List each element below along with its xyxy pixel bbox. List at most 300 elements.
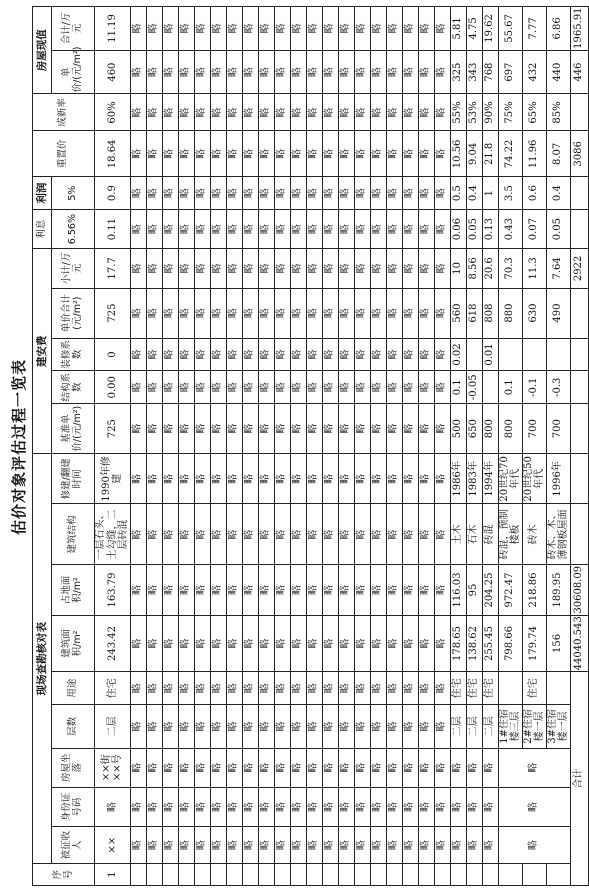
cell-interest: 略 [130, 209, 146, 248]
cell-location: 略 [258, 748, 274, 787]
cell-unit-total: 略 [210, 288, 226, 338]
cell-unit-total: 略 [434, 288, 450, 338]
cell-interest: 略 [386, 209, 402, 248]
cell-unit-total: 490 [546, 288, 570, 338]
cell-interest: 略 [274, 209, 290, 248]
cell-year: 1986年 [450, 454, 466, 504]
cell-id: 略 [290, 787, 306, 826]
cell-newness: 略 [290, 94, 306, 131]
cell-hv-unit: 略 [290, 50, 306, 94]
cell-hv-total: 略 [338, 7, 354, 51]
cell-profit: 0.9 [95, 177, 131, 210]
cell-hv-unit: 略 [258, 50, 274, 94]
cell-hv-total: 略 [210, 7, 226, 51]
cell-interest: 0.05 [466, 209, 482, 248]
cell-subtotal: 7.64 [546, 249, 570, 288]
cell-year: 1990年修建 [95, 454, 131, 504]
cell-build-area: 略 [226, 615, 242, 672]
cell-replace-price: 略 [338, 131, 354, 177]
cell-location: 略 [354, 748, 370, 787]
page-title: 估价对象评估过程一览表 [10, 359, 28, 536]
cell-seq [242, 864, 258, 886]
cell-land-area: 略 [226, 565, 242, 615]
cell-newness: 略 [130, 94, 146, 131]
cell-build-area: 略 [210, 615, 226, 672]
cell-name: 略 [242, 827, 258, 864]
cell-interest: 略 [338, 209, 354, 248]
cell-location: 略 [162, 748, 178, 787]
cell-land-area: 218.86 [522, 565, 546, 615]
cell-name: 略 [402, 827, 418, 864]
cell-name: 略 [194, 827, 210, 864]
cell-interest: 略 [146, 209, 162, 248]
cell-subtotal: 17.7 [95, 249, 131, 288]
cell-land-area: 95 [466, 565, 482, 615]
cell-replace-price: 略 [370, 131, 386, 177]
cell-structure: 略 [418, 504, 434, 565]
cell-subtotal: 70.3 [498, 249, 522, 288]
cell-interest: 略 [434, 209, 450, 248]
cell-hv-total: 略 [194, 7, 210, 51]
cell-floors: 略 [210, 705, 226, 749]
cell-subtotal: 略 [226, 249, 242, 288]
total-empty [570, 288, 588, 338]
cell-location: 略 [210, 748, 226, 787]
cell-subtotal: 略 [274, 249, 290, 288]
cell-replace-price: 21.8 [482, 131, 498, 177]
cell-structure: 砖混，预制楼板 [498, 504, 522, 565]
cell-hv-unit: 略 [194, 50, 210, 94]
cell-decor-coef: 略 [322, 338, 338, 371]
cell-build-area: 略 [354, 615, 370, 672]
cell-interest: 0.07 [522, 209, 546, 248]
cell-use: 略 [194, 672, 210, 705]
cell-subtotal: 20.6 [482, 249, 498, 288]
cell-hv-unit: 768 [482, 50, 498, 94]
cell-year: 略 [434, 454, 450, 504]
cell-id: 略 [450, 787, 466, 826]
cell-id: 略 [386, 787, 402, 826]
cell-use: 住宅 [450, 672, 466, 705]
cell-base-price: 略 [146, 404, 162, 454]
cell-floors: 略 [386, 705, 402, 749]
cell-struct-coef: 略 [322, 371, 338, 404]
cell-name: 略 [386, 827, 402, 864]
cell-year: 略 [210, 454, 226, 504]
cell-profit: 略 [370, 177, 386, 210]
cell-floors: 略 [242, 705, 258, 749]
cell-profit: 略 [402, 177, 418, 210]
cell-use: 略 [242, 672, 258, 705]
cell-unit-total: 略 [226, 288, 242, 338]
cell-struct-coef: -0.05 [466, 371, 482, 404]
cell-name: ×× [95, 827, 131, 864]
cell-year: 20世纪50年代 [522, 454, 546, 504]
cell-floors: 略 [130, 705, 146, 749]
cell-name: 略 [306, 827, 322, 864]
header-unit-total: 单价合计(元/m²) [52, 288, 95, 338]
cell-floors: 略 [178, 705, 194, 749]
cell-name: 略 [274, 827, 290, 864]
cell-name: 略 [498, 827, 570, 864]
cell-interest: 略 [322, 209, 338, 248]
cell-newness: 75% [498, 94, 522, 131]
cell-use: 略 [418, 672, 434, 705]
cell-profit: 略 [194, 177, 210, 210]
cell-build-area: 略 [162, 615, 178, 672]
cell-hv-unit: 略 [386, 50, 402, 94]
cell-unit-total: 略 [258, 288, 274, 338]
cell-subtotal: 略 [322, 249, 338, 288]
cell-struct-coef: 略 [130, 371, 146, 404]
cell-location: 略 [194, 748, 210, 787]
cell-structure: 石木 [466, 504, 482, 565]
cell-floors: 略 [402, 705, 418, 749]
cell-profit: 略 [210, 177, 226, 210]
cell-base-price: 略 [418, 404, 434, 454]
cell-build-area: 略 [242, 615, 258, 672]
cell-build-area: 略 [258, 615, 274, 672]
cell-struct-coef: -0.3 [546, 371, 570, 404]
cell-location: 略 [418, 748, 434, 787]
cell-struct-coef: 0.1 [498, 371, 522, 404]
cell-replace-price: 略 [386, 131, 402, 177]
total-subtotal: 2922 [570, 249, 588, 288]
cell-id: 略 [354, 787, 370, 826]
cell-unit-total: 略 [402, 288, 418, 338]
cell-hv-total: 55.67 [498, 7, 522, 51]
total-land-area: 30608.09 [570, 565, 588, 615]
cell-floors: 略 [226, 705, 242, 749]
cell-name: 略 [178, 827, 194, 864]
cell-replace-price: 9.04 [466, 131, 482, 177]
cell-floors: 二层 [450, 705, 466, 749]
cell-build-area: 略 [130, 615, 146, 672]
cell-land-area: 略 [130, 565, 146, 615]
cell-use: 略 [274, 672, 290, 705]
cell-floors: 略 [162, 705, 178, 749]
cell-struct-coef: 略 [402, 371, 418, 404]
cell-land-area: 略 [338, 565, 354, 615]
cell-use: 略 [306, 672, 322, 705]
cell-decor-coef: 略 [290, 338, 306, 371]
cell-floors: 3#住宿楼一层 [546, 705, 570, 749]
cell-name: 略 [162, 827, 178, 864]
cell-id: 略 [258, 787, 274, 826]
cell-use: 住宅 [482, 672, 498, 705]
cell-decor-coef: 略 [146, 338, 162, 371]
cell-name: 略 [482, 827, 498, 864]
cell-year: 略 [226, 454, 242, 504]
cell-decor-coef: 0.02 [450, 338, 466, 371]
group-house-value: 房屋现值 [33, 7, 52, 94]
cell-build-area: 略 [322, 615, 338, 672]
cell-unit-total: 略 [418, 288, 434, 338]
cell-id: 略 [274, 787, 290, 826]
cell-structure: 略 [242, 504, 258, 565]
cell-build-area: 略 [418, 615, 434, 672]
cell-decor-coef: 0 [95, 338, 131, 371]
cell-hv-total: 略 [130, 7, 146, 51]
cell-name: 略 [418, 827, 434, 864]
cell-hv-total: 略 [258, 7, 274, 51]
cell-year: 略 [274, 454, 290, 504]
cell-seq [498, 864, 522, 886]
cell-use [498, 672, 522, 705]
cell-use: 略 [402, 672, 418, 705]
cell-build-area: 略 [306, 615, 322, 672]
cell-hv-total: 4.75 [466, 7, 482, 51]
cell-decor-coef: 略 [354, 338, 370, 371]
cell-id: 略 [434, 787, 450, 826]
cell-profit: 略 [434, 177, 450, 210]
table-row [322, 7, 338, 886]
cell-base-price: 700 [522, 404, 546, 454]
header-seq: 序号 [33, 864, 95, 886]
cell-year: 略 [290, 454, 306, 504]
cell-land-area: 略 [306, 565, 322, 615]
cell-decor-coef: 略 [370, 338, 386, 371]
cell-profit: 略 [322, 177, 338, 210]
cell-land-area: 略 [242, 565, 258, 615]
cell-id: 略 [338, 787, 354, 826]
cell-use: 略 [338, 672, 354, 705]
header-land-area: 占地面积/m² [52, 565, 95, 615]
cell-structure: 略 [178, 504, 194, 565]
cell-struct-coef: 略 [226, 371, 242, 404]
cell-location: ××街××号 [95, 748, 131, 787]
cell-use: 略 [210, 672, 226, 705]
cell-profit: 略 [146, 177, 162, 210]
cell-struct-coef: 略 [210, 371, 226, 404]
cell-unit-total: 略 [242, 288, 258, 338]
cell-floors: 略 [146, 705, 162, 749]
cell-seq [210, 864, 226, 886]
cell-base-price: 略 [178, 404, 194, 454]
cell-unit-total: 略 [146, 288, 162, 338]
cell-struct-coef: 略 [194, 371, 210, 404]
table-row [434, 7, 450, 886]
cell-newness: 略 [226, 94, 242, 131]
cell-base-price: 略 [242, 404, 258, 454]
cell-struct-coef: 略 [274, 371, 290, 404]
cell-newness: 60% [95, 94, 131, 131]
cell-hv-unit: 432 [522, 50, 546, 94]
cell-year: 略 [178, 454, 194, 504]
cell-year: 1996年 [546, 454, 570, 504]
cell-seq [434, 864, 450, 886]
cell-structure: 土木 [450, 504, 466, 565]
cell-newness: 略 [242, 94, 258, 131]
cell-build-area: 略 [434, 615, 450, 672]
cell-base-price: 略 [162, 404, 178, 454]
cell-seq [194, 864, 210, 886]
cell-location: 略 [274, 748, 290, 787]
table-row [386, 7, 402, 886]
cell-build-area: 略 [338, 615, 354, 672]
cell-seq [546, 864, 570, 886]
cell-name: 略 [338, 827, 354, 864]
cell-base-price: 500 [450, 404, 466, 454]
cell-land-area: 略 [146, 565, 162, 615]
cell-year: 略 [386, 454, 402, 504]
cell-hv-unit: 460 [95, 50, 131, 94]
cell-year: 略 [354, 454, 370, 504]
cell-unit-total: 略 [130, 288, 146, 338]
cell-base-price: 略 [258, 404, 274, 454]
cell-interest: 略 [370, 209, 386, 248]
cell-profit: 略 [338, 177, 354, 210]
cell-unit-total: 618 [466, 288, 482, 338]
cell-seq [322, 864, 338, 886]
cell-base-price: 略 [274, 404, 290, 454]
cell-location: 略 [386, 748, 402, 787]
table-row [130, 7, 146, 886]
cell-interest: 略 [242, 209, 258, 248]
cell-use: 略 [130, 672, 146, 705]
cell-base-price: 略 [290, 404, 306, 454]
cell-profit: 0.5 [450, 177, 466, 210]
cell-location: 略 [130, 748, 146, 787]
cell-year: 略 [418, 454, 434, 504]
header-hv-total: 合计/万元 [52, 7, 95, 51]
cell-hv-total: 略 [178, 7, 194, 51]
cell-interest: 0.43 [498, 209, 522, 248]
cell-seq [306, 864, 322, 886]
cell-hv-unit: 325 [450, 50, 466, 94]
cell-replace-price: 略 [226, 131, 242, 177]
cell-base-price: 略 [130, 404, 146, 454]
cell-floors: 略 [338, 705, 354, 749]
table-row [418, 7, 434, 886]
cell-location: 略 [146, 748, 162, 787]
cell-seq: 1 [95, 864, 131, 886]
cell-use: 略 [162, 672, 178, 705]
header-hv-unit: 单价/(元/m²) [52, 50, 95, 94]
table-row [226, 7, 242, 886]
cell-unit-total: 略 [322, 288, 338, 338]
cell-build-area: 略 [402, 615, 418, 672]
cell-land-area: 略 [194, 565, 210, 615]
cell-struct-coef: 略 [338, 371, 354, 404]
header-interest: 利息 [33, 209, 52, 248]
cell-seq [226, 864, 242, 886]
cell-replace-price: 略 [434, 131, 450, 177]
cell-replace-price: 略 [258, 131, 274, 177]
table-row [258, 7, 274, 886]
cell-newness: 略 [434, 94, 450, 131]
cell-base-price: 略 [226, 404, 242, 454]
table-row [450, 7, 466, 886]
cell-decor-coef: 略 [194, 338, 210, 371]
table-row [466, 7, 482, 886]
cell-newness: 略 [178, 94, 194, 131]
cell-name: 略 [146, 827, 162, 864]
cell-newness: 55% [450, 94, 466, 131]
cell-id: 略 [306, 787, 322, 826]
cell-id: 略 [226, 787, 242, 826]
cell-hv-unit: 略 [306, 50, 322, 94]
cell-decor-coef: 略 [242, 338, 258, 371]
cell-interest: 0.11 [95, 209, 131, 248]
cell-location: 略 [450, 748, 466, 787]
cell-seq [418, 864, 434, 886]
table-row [338, 7, 354, 886]
cell-year: 略 [242, 454, 258, 504]
header-decor-coef: 装修系数 [52, 338, 95, 371]
total-hv-unit: 446 [570, 50, 588, 94]
cell-location: 略 [370, 748, 386, 787]
cell-use: 略 [226, 672, 242, 705]
cell-subtotal: 略 [146, 249, 162, 288]
cell-location: 略 [226, 748, 242, 787]
cell-unit-total: 略 [338, 288, 354, 338]
cell-hv-unit: 343 [466, 50, 482, 94]
group-construction: 建安费 [33, 249, 52, 454]
cell-name: 略 [130, 827, 146, 864]
cell-decor-coef: 0.01 [482, 338, 498, 371]
cell-subtotal: 略 [290, 249, 306, 288]
cell-profit: 略 [226, 177, 242, 210]
cell-decor-coef: 略 [386, 338, 402, 371]
cell-profit: 1 [482, 177, 498, 210]
cell-location: 略 [402, 748, 418, 787]
total-hv-total: 1965.91 [570, 7, 588, 51]
cell-land-area: 189.95 [546, 565, 570, 615]
cell-seq [522, 864, 546, 886]
header-name: 被征收人 [52, 827, 95, 864]
cell-struct-coef: 略 [418, 371, 434, 404]
cell-name: 略 [466, 827, 482, 864]
cell-unit-total: 略 [274, 288, 290, 338]
cell-year: 1994年 [482, 454, 498, 504]
cell-land-area: 略 [210, 565, 226, 615]
cell-decor-coef [522, 338, 546, 371]
cell-id: 略 [482, 787, 498, 826]
cell-hv-total: 11.19 [95, 7, 131, 51]
cell-hv-total: 6.86 [546, 7, 570, 51]
cell-replace-price: 10.56 [450, 131, 466, 177]
cell-unit-total: 略 [370, 288, 386, 338]
cell-replace-price: 略 [418, 131, 434, 177]
cell-decor-coef: 略 [178, 338, 194, 371]
header-structure: 建筑结构 [52, 504, 95, 565]
cell-location: 略 [322, 748, 338, 787]
cell-id: 略 [466, 787, 482, 826]
cell-unit-total: 略 [178, 288, 194, 338]
cell-replace-price: 略 [162, 131, 178, 177]
header-profit-rate: 5% [52, 177, 95, 210]
cell-interest: 0.13 [482, 209, 498, 248]
cell-unit-total: 630 [522, 288, 546, 338]
total-empty [570, 371, 588, 404]
cell-unit-total: 略 [162, 288, 178, 338]
cell-use: 略 [290, 672, 306, 705]
cell-name: 略 [370, 827, 386, 864]
cell-seq [130, 864, 146, 886]
cell-structure: 略 [290, 504, 306, 565]
cell-structure: 略 [386, 504, 402, 565]
cell-struct-coef: 略 [354, 371, 370, 404]
cell-hv-total: 略 [322, 7, 338, 51]
cell-hv-unit: 略 [418, 50, 434, 94]
cell-profit: 略 [274, 177, 290, 210]
cell-replace-price: 略 [210, 131, 226, 177]
cell-hv-total: 5.81 [450, 7, 466, 51]
cell-hv-unit: 略 [210, 50, 226, 94]
cell-newness: 略 [322, 94, 338, 131]
cell-struct-coef: 略 [306, 371, 322, 404]
